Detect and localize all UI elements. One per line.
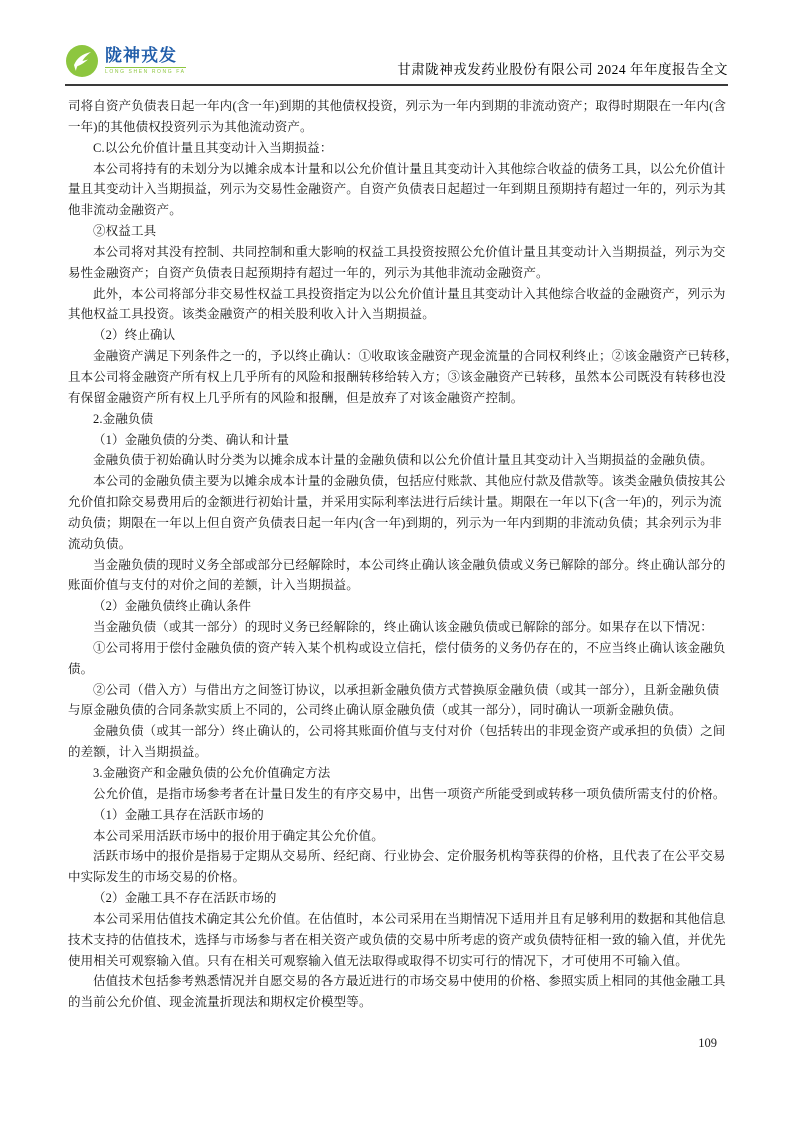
text-line: 当金融负债（或其一部分）的现时义务已经解除的，终止确认该金融负债或已解除的部分。如果存在以下情况： [93,620,713,635]
text-line: 3.金融资产和金融负债的公允价值确定方法 [93,766,331,780]
text-line: 公允价值，是指市场参考者在计量日发生的有序交易中，出售一项资产所能受到或转移一项负债所需支付的价格。 [93,786,726,801]
text-line: 债。 [68,661,94,676]
text-line: （2）金融负债终止确认条件 [93,599,252,614]
text-line: 动负债；期限在一年以上但自资产负债表日起一年内(含一年)到期的，列示为一年内到期的非流动负债；其余列示为非 [68,515,722,530]
text-line: 本公司的金融负债主要为以摊余成本计量的金融负债，包括应付账款、其他应付款及借款等。该类金融负债按其公 [93,474,726,489]
text-line: ②权益工具 [93,224,157,239]
text-line: （1）金融负债的分类、确认和计量 [93,432,290,447]
text-line: 金融负债（或其一部分）终止确认的，公司将其账面价值与支付对价（包括转出的非现金资产或承担的负债）之间 [93,724,726,739]
text-line: 中实际发生的市场交易的价格。 [68,870,246,885]
text-line: 此外，本公司将部分非交易性权益工具投资指定为以公允价值计量且其变动计入其他综合收益的金融资产，列示为 [93,286,726,301]
logo-name-cn: 陇神戎发 [105,46,177,65]
text-line: 本公司将持有的未划分为以摊余成本计量和以公允价值计量且其变动计入其他综合收益的债务工具，以公允价值计 [93,161,726,176]
text-line: 本公司采用估值技术确定其公允价值。在估值时，本公司采用在当期情况下适用并且有足够利用的数据和其他信息 [93,911,726,926]
text-line: 一年)的其他债权投资列示为其他流动资产。 [68,119,313,134]
text-line: 有保留金融资产所有权上几乎所有的风险和报酬，但是放弃了对该金融资产控制。 [68,390,524,405]
text-line: 使用相关可观察输入值。只有在相关可观察输入值无法取得或取得不切实可行的情况下，才可使用不可输入值。 [68,953,688,968]
report-title: 甘肃陇神戎发药业股份有限公司 2024 年年度报告全文 [397,62,728,77]
text-line: 活跃市场中的报价是指易于定期从交易所、经纪商、行业协会、定价服务机构等获得的价格，且代表了在公平交易 [93,849,726,864]
text-line: （2）终止确认 [93,328,176,343]
page-number: 109 [698,1036,717,1050]
page-header [65,42,728,86]
text-line: 本公司将对其没有控制、共同控制和重大影响的权益工具投资按照公允价值计量且其变动计入当期损益，列示为交 [93,244,726,259]
document-body [68,96,739,1013]
text-line: 量且其变动计入当期损益，列示为交易性金融资产。自资产负债表日起超过一年到期且预期持有超过一年的，列示为其 [68,182,726,197]
logo-bird-icon [65,44,99,78]
text-line: 估值技术包括参考熟悉情况并自愿交易的各方最近进行的市场交易中使用的价格、参照实质上相同的其他金融工具 [93,974,726,989]
text-line: 的差额，计入当期损益。 [68,745,208,760]
text-line: 本公司采用活跃市场中的报价用于确定其公允价值。 [93,828,384,843]
text-line: ①公司将用于偿付金融负债的资产转入某个机构或设立信托，偿付债务的义务仍存在的，不应当终止确认该金融负 [93,640,726,655]
company-logo [65,44,186,78]
text-line: 且本公司将金融资产所有权上几乎所有的风险和报酬转移给转入方；③该金融资产已转移，虽然本公司既没有转移也没 [68,369,726,384]
text-line: 他非流动金融资产。 [68,203,182,218]
text-line: （2）金融工具不存在活跃市场的 [93,891,277,906]
logo-text [105,47,186,75]
logo-name-en: LONG SHEN RONG FA [105,69,186,75]
text-line: 允价值扣除交易费用后的金额进行初始计量，并采用实际利率法进行后续计量。期限在一年以下(含一年)的，列示为流 [68,495,722,510]
header-divider [65,84,728,86]
text-line: 其他权益工具投资。该类金融资产的相关股利收入计入当期损益。 [68,307,435,322]
text-line: ②公司（借入方）与借出方之间签订协议，以承担新金融负债方式替换原金融负债（或其一部分），且新金融负债 [93,682,720,697]
text-line: 司将自资产负债表日起一年内(含一年)到期的其他债权投资，列示为一年内到期的非流动资产；取得时期限在一年内(含 [68,99,727,113]
text-line: 账面价值与支付的对价之间的差额，计入当期损益。 [68,578,359,593]
text-line: 与原金融负债的合同条款实质上不同的，公司终止确认原金融负债（或其一部分），同时确认一项新金融负债。 [68,703,682,718]
text-line: C.以公允价值计量且其变动计入当期损益： [93,140,333,155]
text-line: 2.金融负债 [93,411,154,426]
text-line: 当金融负债的现时义务全部或部分已经解除时，本公司终止确认该金融负债或义务已解除的部分。终止确认部分的 [93,557,726,572]
text-line: （1）金融工具存在活跃市场的 [93,807,264,822]
text-line: 金融资产满足下列条件之一的，予以终止确认：①收取该金融资产现金流量的合同权利终止；②该金融资产已转移， [93,349,739,364]
text-line: 的当前公允价值、现金流量折现法和期权定价模型等。 [68,995,372,1010]
text-line: 流动负债。 [68,536,132,551]
text-line: 技术支持的估值技术，选择与市场参与者在相关资产或负债的交易中所考虑的资产或负债特征相一致的输入值，并优先 [68,932,726,947]
text-line: 金融负债于初始确认时分类为以摊余成本计量的金融负债和以公允价值计量且其变动计入当期损益的金融负债。 [93,453,713,468]
text-line: 易性金融资产；自资产负债表日起预期持有超过一年的，列示为其他非流动金融资产。 [68,265,549,280]
